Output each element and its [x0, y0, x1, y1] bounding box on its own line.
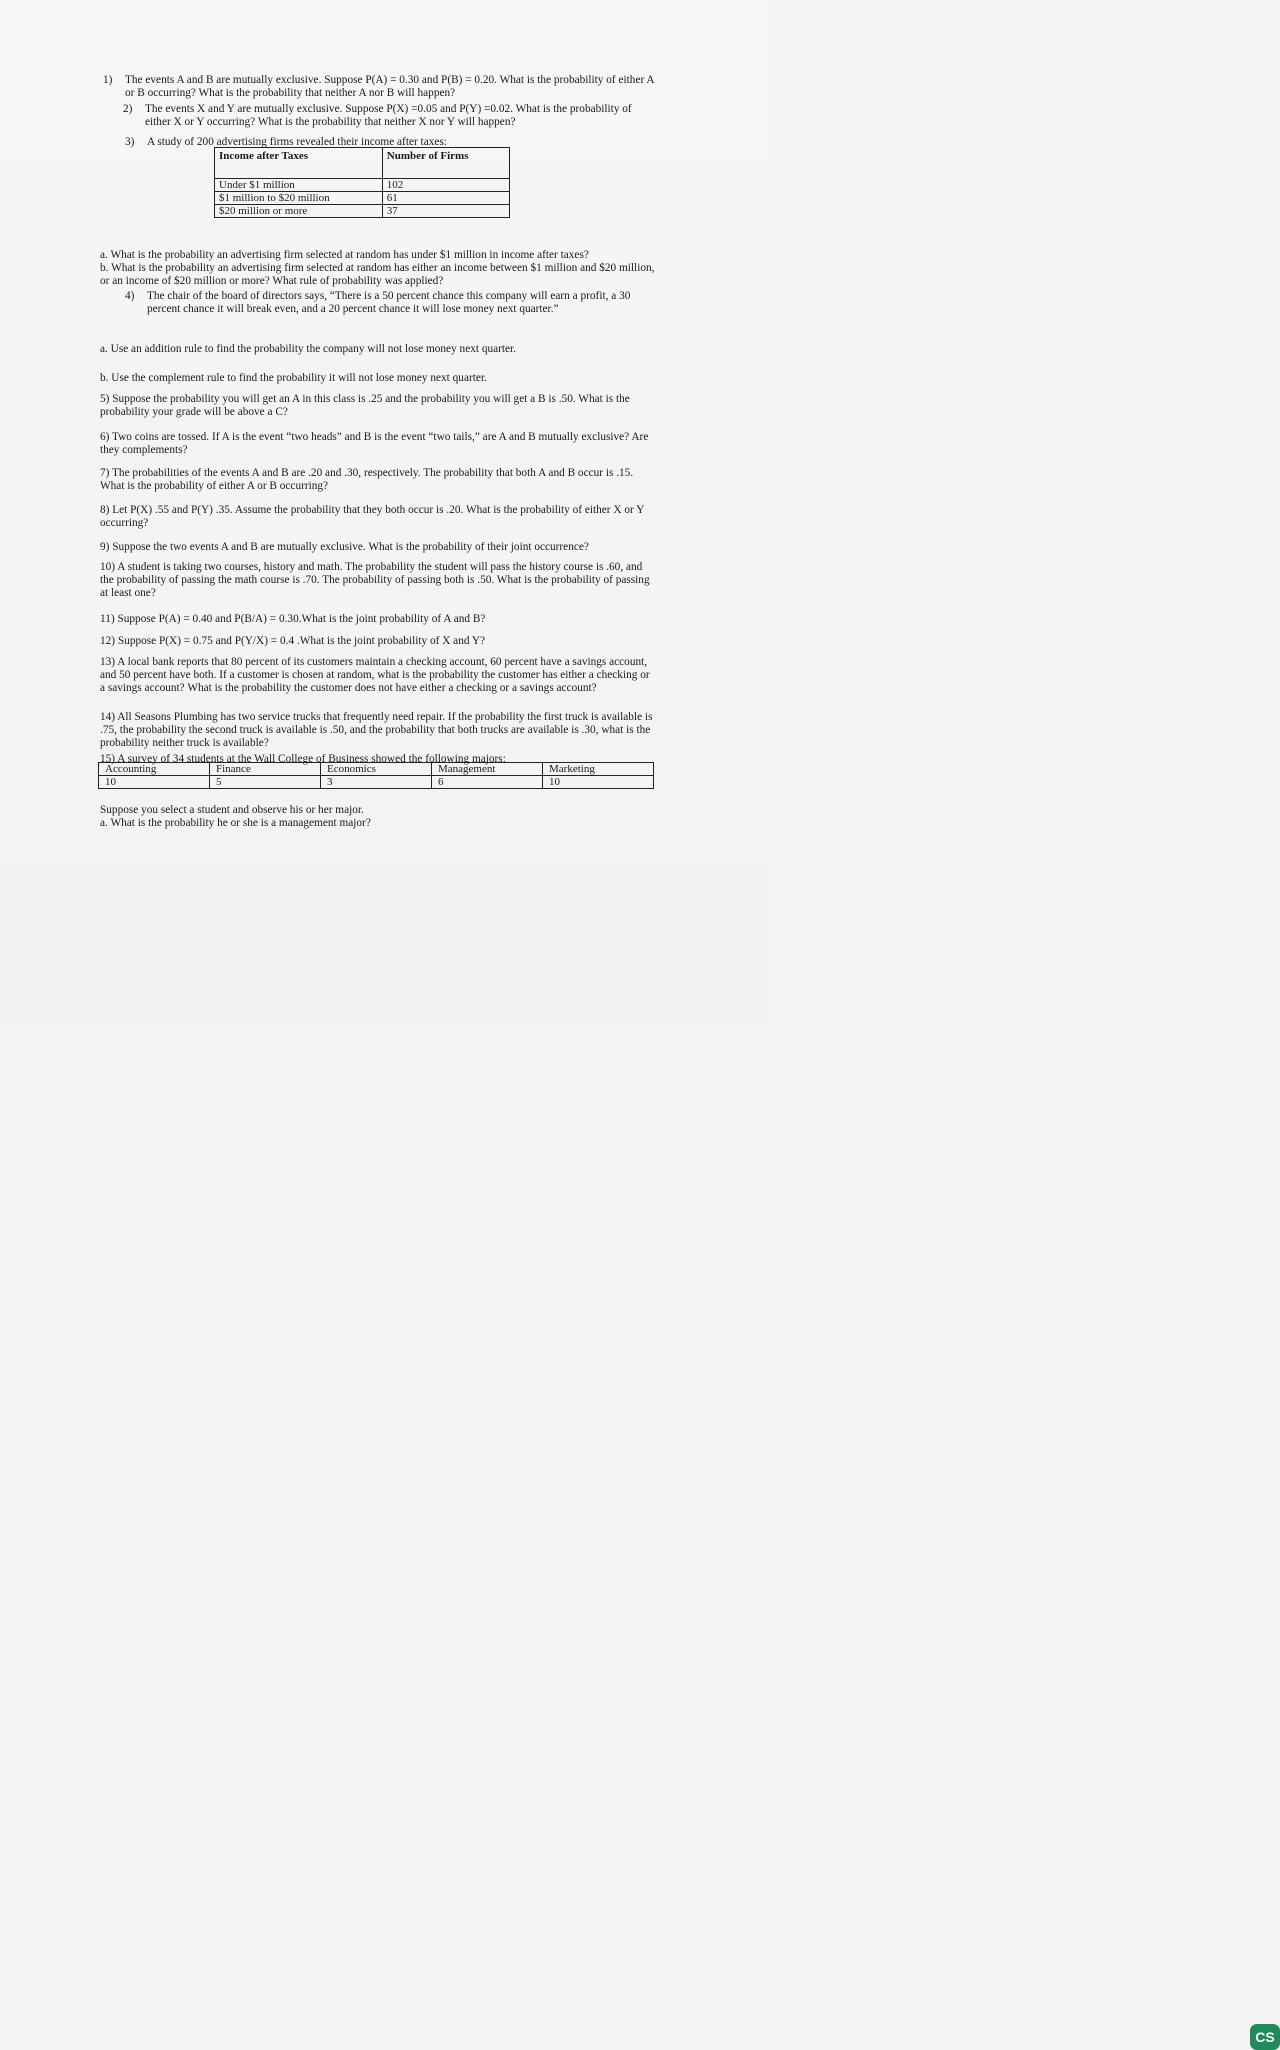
table-cell: 3 [321, 776, 432, 789]
question-4a: a. Use an addition rule to find the probability the company will not lose money next quarter. [100, 343, 517, 356]
table-cell: 102 [382, 179, 509, 192]
table-header-cell: Marketing [543, 763, 654, 776]
table-row [215, 192, 510, 205]
logo-text: CS [1250, 2024, 1280, 2050]
question-1 [103, 74, 655, 100]
question-3b: b. What is the probability an advertising firm selected at random has either an income between $1 million and $20 million, or an income of $20 million or more? What rule of probability was applied? [100, 262, 655, 288]
question-text: A study of 200 advertising firms revealed their income after taxes: [147, 136, 447, 148]
table-header-cell: Finance [210, 763, 321, 776]
question-12: 12) Suppose P(X) = 0.75 and P(Y/X) = 0.4 .What is the joint probability of X and Y? [100, 635, 486, 648]
table-header-cell: Management [432, 763, 543, 776]
question-7: 7) The probabilities of the events A and B are .20 and .30, respectively. The probability that both A and B occur is .15. What is the probability of either A or B occurring? [100, 467, 634, 493]
question-15a: a. What is the probability he or she is a management major? [100, 817, 371, 830]
table-header-cell: Accounting [99, 763, 210, 776]
table-header-cell: Economics [321, 763, 432, 776]
question-6: 6) Two coins are tossed. If A is the event “two heads” and B is the event “two tails,” are A and B mutually exclusive? Are they complements? [100, 431, 649, 457]
table-cell: Under $1 million [215, 179, 383, 192]
question-text: The chair of the board of directors says, “There is a 50 percent chance this company will earn a profit, a 30 percent chance it will break even, and a 20 percent chance it will lose money next quarter.” [147, 290, 631, 315]
table-row [99, 776, 654, 789]
table-cell: $20 million or more [215, 205, 383, 218]
table-cell: 61 [382, 192, 509, 205]
table-row [215, 179, 510, 192]
table-cell: 37 [382, 205, 509, 218]
question-9: 9) Suppose the two events A and B are mutually exclusive. What is the probability of their joint occurrence? [100, 541, 589, 554]
question-4 [125, 290, 655, 316]
table-header-cell: Number of Firms [382, 148, 509, 179]
question-text: The events X and Y are mutually exclusive. Suppose P(X) =0.05 and P(Y) =0.02. What is the probability of either X or Y occurring? What is the probability that neither X nor Y will happen? [145, 103, 632, 128]
question-number: 4) [125, 290, 135, 302]
table-cell: 6 [432, 776, 543, 789]
question-8: 8) Let P(X) .55 and P(Y) .35. Assume the probability that they both occur is .20. What is the probability of either X or Y occurring? [100, 504, 644, 530]
question-11: 11) Suppose P(A) = 0.40 and P(B/A) = 0.30.What is the joint probability of A and B? [100, 613, 486, 626]
question-number: 1) [103, 74, 113, 86]
question-15: 15) A survey of 34 students at the Wall College of Business showed the following majors: [100, 753, 506, 766]
table-cell: 10 [543, 776, 654, 789]
income-table [214, 147, 510, 218]
question-text: The events A and B are mutually exclusive. Suppose P(A) = 0.30 and P(B) = 0.20. What is the probability of either A or B occurring? What is the probability that neither A nor B will happen? [125, 74, 654, 99]
question-13: 13) A local bank reports that 80 percent of its customers maintain a checking account, 60 percent have a savings account, and 50 percent have both. If a customer is chosen at random, what is the probability the customer has either a checking or a savings account? What is the probability the customer does not have either a checking or a savings account? [100, 656, 650, 695]
table-cell: 10 [99, 776, 210, 789]
question-2 [123, 103, 655, 129]
table-cell: $1 million to $20 million [215, 192, 383, 205]
majors-table [98, 762, 654, 789]
question-3a: a. What is the probability an advertising firm selected at random has under $1 million in income after taxes? [100, 249, 589, 262]
table-header-row [99, 763, 654, 776]
question-15-setup: Suppose you select a student and observe his or her major. [100, 804, 364, 817]
camscanner-logo [625, 1012, 1275, 2045]
table-row [215, 205, 510, 218]
question-14: 14) All Seasons Plumbing has two service trucks that frequently need repair. If the probability the first truck is available is .75, the probability the second truck is available is .50, and the probability that both trucks are available is .30, what is the probability neither truck is available? [100, 711, 653, 750]
question-number: 2) [123, 103, 133, 115]
question-5: 5) Suppose the probability you will get an A in this class is .25 and the probability you will get a B is .50. What is the probability your grade will be above a C? [100, 393, 630, 419]
table-cell: 5 [210, 776, 321, 789]
question-10: 10) A student is taking two courses, history and math. The probability the student will pass the history course is .60, and the probability of passing the math course is .70. The probability of passing both is .50. What is the probability of passing at least one? [100, 561, 650, 600]
table-header-cell: Income after Taxes [215, 148, 383, 179]
question-4b: b. Use the complement rule to find the probability it will not lose money next quarter. [100, 372, 487, 385]
table-header-row [215, 148, 510, 179]
question-number: 3) [125, 136, 135, 148]
